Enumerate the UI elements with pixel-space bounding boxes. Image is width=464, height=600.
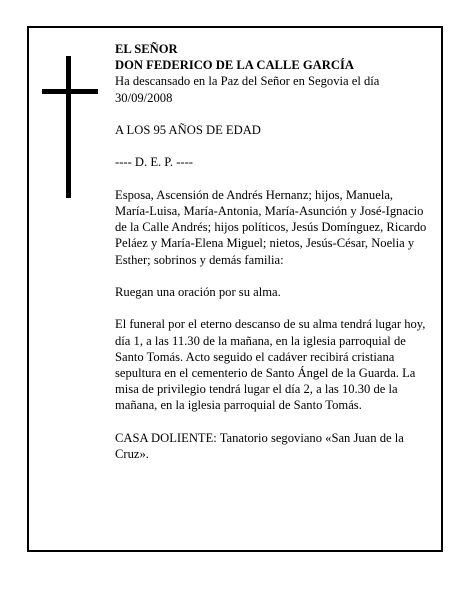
cross-horizontal-bar: [42, 89, 98, 94]
obituary-notice: [27, 26, 443, 552]
family-paragraph: Esposa, Ascensión de Andrés Hernanz; hijos, Manuela, María-Luisa, María-Antonia, María-Asunción y José-Ignacio de la Calle Andrés; hijos políticos, Jesús Domínguez, Ricardo Peláez y María-Elena Miguel; nietos, Jesús-César, Noelia y Esther; sobrinos y demás familia:: [115, 187, 427, 267]
death-info: Ha descansado en la Paz del Señor en Segovia el día 30/09/2008: [115, 74, 380, 105]
prayer-line: Ruegan una oración por su alma.: [115, 284, 281, 299]
cross-icon: [42, 56, 98, 198]
rip-line: ---- D. E. P. ----: [115, 155, 193, 170]
age-line: A LOS 95 AÑOS DE EDAD: [115, 123, 261, 137]
deceased-name: DON FEDERICO DE LA CALLE GARCÍA: [115, 58, 354, 73]
mourning-home-line: CASA DOLIENTE: Tanatorio segoviano «San Juan de la Cruz».: [115, 430, 404, 461]
notice-title: EL SEÑOR: [115, 42, 178, 56]
funeral-paragraph: El funeral por el eterno descanso de su alma tendrá lugar hoy, día 1, a las 11.30 de la mañana, en la iglesia parroquial de Santo Tomás. Acto seguido el cadáver recibirá cristiana sepultura en el cementerio de Santo Ángel de la Guarda. La misa de privilegio tendrá lugar el día 2, a las 10.30 de la mañana, en la iglesia parroquial de Santo Tomás.: [115, 317, 426, 413]
cross-vertical-bar: [66, 56, 71, 198]
notice-text: [115, 41, 429, 462]
